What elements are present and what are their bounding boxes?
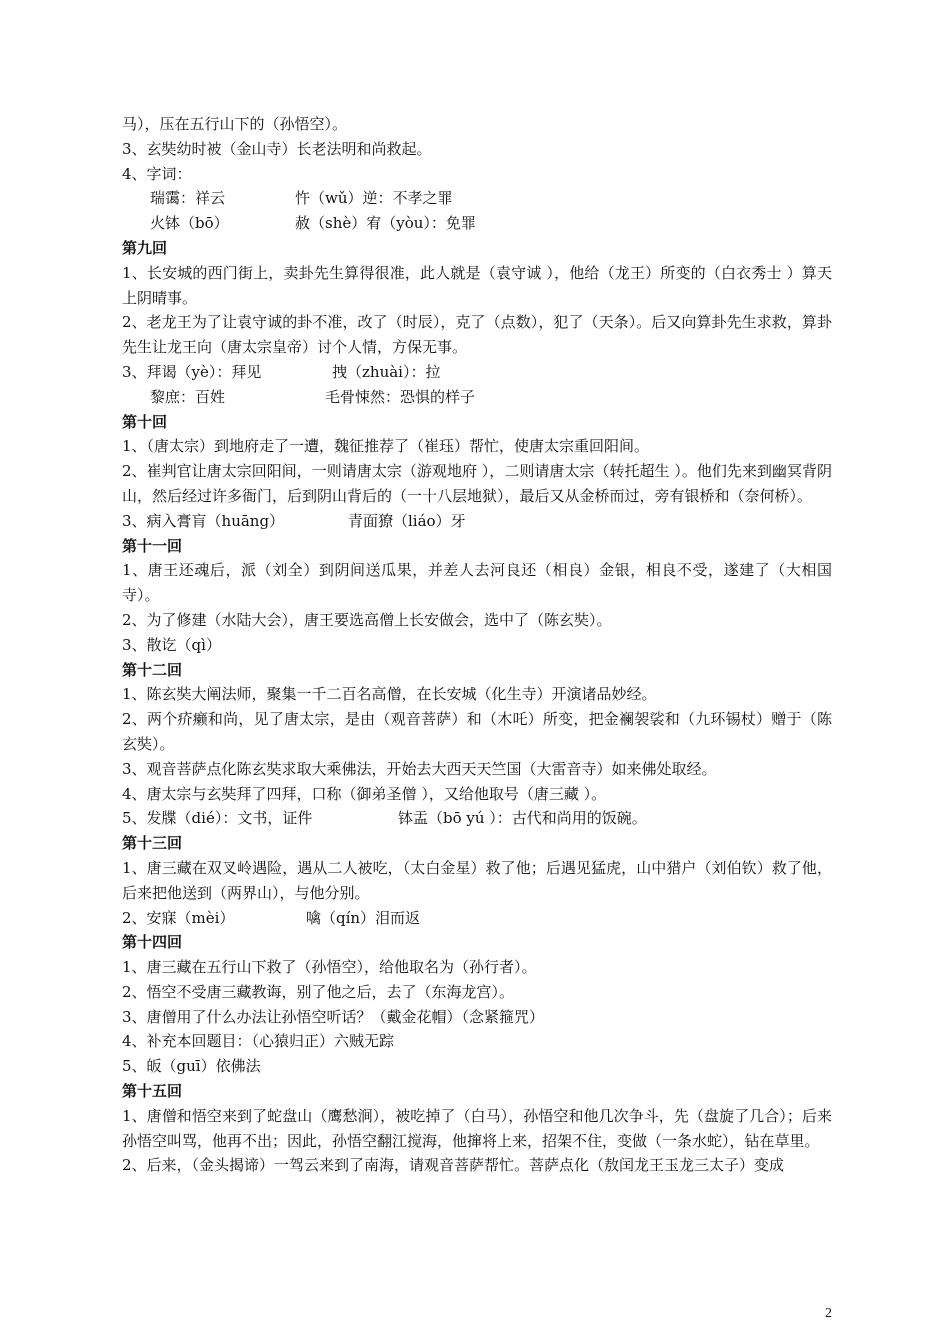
vocab-term: 噙（qín）泪而返 bbox=[306, 908, 421, 927]
page-content bbox=[122, 112, 832, 1178]
vocab-term: 5、发牒（dié）：文书，证件 bbox=[122, 809, 313, 828]
vocab-line bbox=[122, 360, 832, 385]
paragraph: 4、唐太宗与玄奘拜了四拜，口称（御弟圣僧 ），又给他取号（唐三藏 ）。 bbox=[122, 784, 607, 803]
vocab-term: 赦（shè）宥（yòu）：免罪 bbox=[295, 214, 476, 233]
chapter-heading: 第十回 bbox=[122, 412, 168, 431]
paragraph: 2、老龙王为了让袁守诚的卦不准，改了（时辰），克了（点数），犯了（天条）。后又向算卦先生求救，算卦先生让龙王向（唐太宗皇帝）讨个人情，方保无事。 bbox=[122, 313, 832, 357]
paragraph: 3、唐僧用了什么办法让孙悟空听话？（戴金花帽）（念紧箍咒） bbox=[122, 1007, 545, 1026]
chapter-heading: 第十一回 bbox=[122, 536, 183, 555]
vocab-term: 钵盂（bō yú ）：古代和尚用的饭碗。 bbox=[398, 809, 647, 828]
vocab-line bbox=[122, 906, 832, 931]
paragraph: 2、为了修建（水陆大会），唐王要选高僧上长安做会，选中了（陈玄奘）。 bbox=[122, 610, 612, 629]
paragraph: 4、补充本回题目：（心猿归正）六贼无踪 bbox=[122, 1032, 395, 1051]
vocab-term: 2、安寐（mèi） bbox=[122, 908, 235, 927]
vocab-term: 拽（zhuài）：拉 bbox=[332, 362, 441, 381]
vocab-line: 5、皈（guī）依佛法 bbox=[122, 1057, 261, 1076]
chapter-heading: 第十三回 bbox=[122, 834, 183, 853]
chapter-heading: 第十五回 bbox=[122, 1082, 183, 1101]
vocab-term: 瑞霭：祥云 bbox=[150, 189, 226, 208]
vocab-line bbox=[122, 186, 832, 211]
text-line: 3、玄奘幼时被（金山寺）长老法明和尚救起。 bbox=[122, 139, 432, 158]
page-number: 2 bbox=[825, 1306, 832, 1321]
vocab-term: 3、病入膏肓（huāng） bbox=[122, 511, 285, 530]
chapter-heading: 第十二回 bbox=[122, 660, 183, 679]
paragraph: 2、崔判官让唐太宗回阳间，一则请唐太宗（游观地府 ），二则请唐太宗（转托超生 ）。他们先来到幽冥背阴山，然后经过许多衙门，后到阴山背后的（一十八层地狱），最后又从金桥而过，旁有银桥和（奈何桥）。 bbox=[122, 462, 832, 505]
vocab-line bbox=[122, 211, 832, 236]
paragraph: 1、唐僧和悟空来到了蛇盘山（鹰愁涧），被吃掉了（白马），孙悟空和他几次争斗，先（盘旋了几合）；后来孙悟空叫骂，他再不出；因此，孙悟空翻江搅海，他撺将上来，招架不住，变做（一条水蛇），钻在草里。 bbox=[122, 1106, 832, 1150]
vocab-term: 青面獠（liáo）牙 bbox=[348, 511, 466, 530]
paragraph: 2、悟空不受唐三藏教诲，别了他之后，去了（东海龙宫）。 bbox=[122, 982, 515, 1001]
vocab-term: 忤（wǔ）逆：不孝之罪 bbox=[295, 189, 453, 208]
paragraph: 1、长安城的西门街上，卖卦先生算得很准，此人就是（袁守诚 ），他给（龙王）所变的（白衣秀士 ）算天上阴晴事。 bbox=[122, 263, 832, 307]
paragraph: 1、唐王还魂后，派（刘全）到阴间送瓜果，并差人去河良还（相良）金银，相良不受，遂建了（大相国寺）。 bbox=[122, 561, 832, 605]
paragraph: 1、唐三藏在双叉岭遇险，遇从二人被吃，（太白金星）救了他；后遇见猛虎，山中猎户（刘伯钦）救了他，后来把他送到（两界山），与他分别。 bbox=[122, 858, 832, 902]
vocab-term: 毛骨悚然：恐惧的样子 bbox=[325, 387, 476, 406]
text-line: 马），压在五行山下的（孙悟空）。 bbox=[122, 115, 348, 133]
paragraph: 1、唐三藏在五行山下救了（孙悟空），给他取名为（孙行者）。 bbox=[122, 958, 537, 977]
vocab-line bbox=[122, 385, 832, 410]
vocab-line: 3、散讫（qì） bbox=[122, 635, 221, 654]
chapter-heading: 第九回 bbox=[122, 238, 168, 257]
vocab-term: 黎庶：百姓 bbox=[150, 387, 226, 406]
chapter-heading: 第十四回 bbox=[122, 933, 183, 952]
vocab-line bbox=[122, 806, 832, 831]
paragraph: 1、（唐太宗）到地府走了一遭，魏征推荐了（崔珏）帮忙，使唐太宗重回阳间。 bbox=[122, 437, 650, 456]
vocab-term: 3、拜谒（yè）：拜见 bbox=[122, 362, 262, 381]
paragraph: 2、后来，（金头揭谛）一驾云来到了南海，请观音菩萨帮忙。菩萨点化（敖闰龙王玉龙三太子）变成 bbox=[122, 1156, 785, 1175]
vocab-term: 火钵（bō） bbox=[150, 214, 229, 233]
paragraph: 3、观音菩萨点化陈玄奘求取大乘佛法，开始去大西天天竺国（大雷音寺）如来佛处取经。 bbox=[122, 759, 717, 778]
paragraph: 1、陈玄奘大阐法师，聚集一千二百名高僧，在长安城（化生寺）开演诸品妙经。 bbox=[122, 685, 657, 704]
paragraph: 2、两个疥癞和尚，见了唐太宗，是由（观音菩萨）和（木吒）所变，把金襕袈裟和（九环锡杖）赠于（陈玄奘）。 bbox=[122, 710, 832, 753]
text-line: 4、字词： bbox=[122, 164, 192, 183]
vocab-line bbox=[122, 509, 832, 534]
